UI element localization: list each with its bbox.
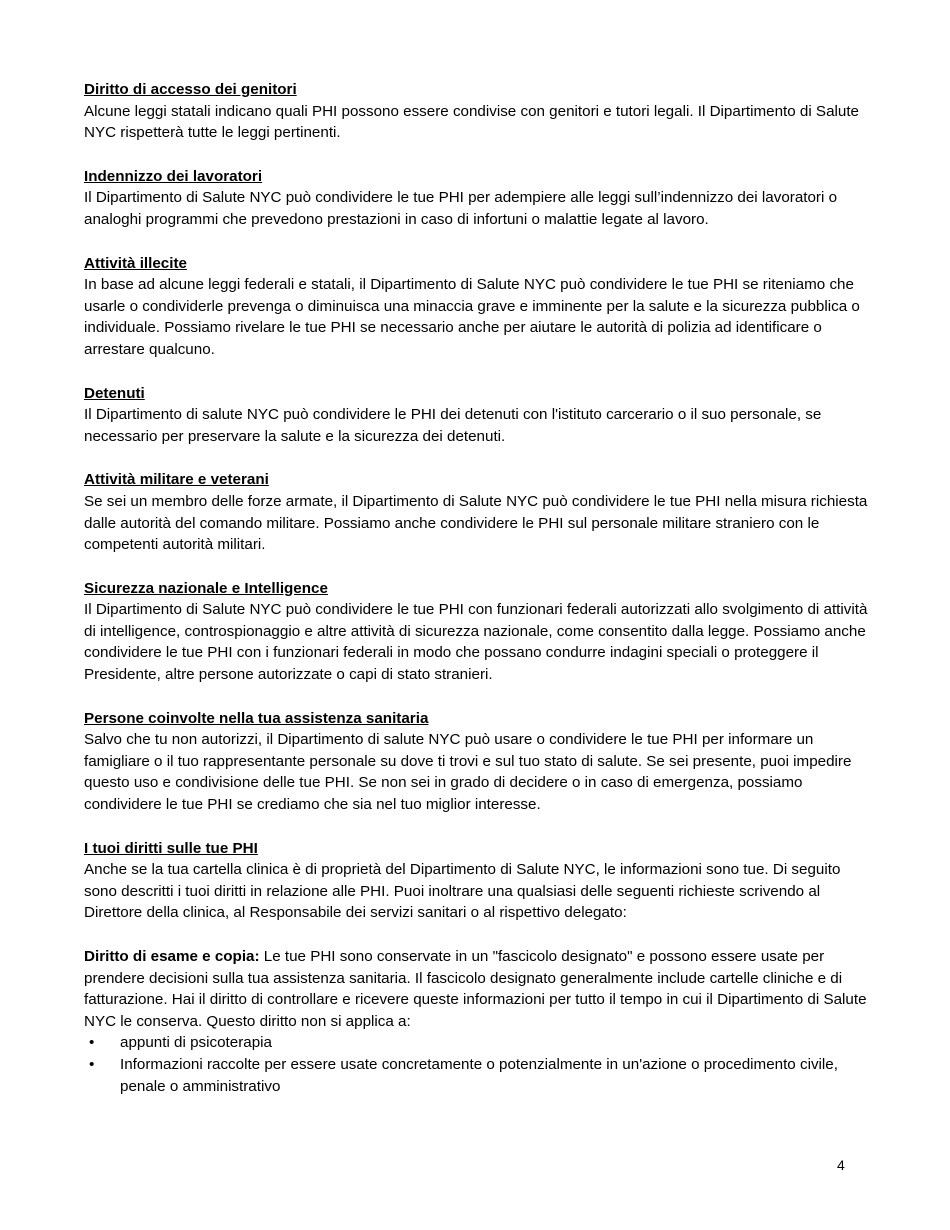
section-inmates (84, 383, 874, 448)
list-item-text: appunti di psicoterapia (120, 1034, 272, 1052)
section-illegal-activities (84, 253, 874, 361)
section-body: Il Dipartimento di Salute NYC può condividere le tue PHI con funzionari federali autorizzati allo svolgimento di attività di intelligence, controspionaggio e altre attività di sicurezza nazionale, come consentito dalla legge. Possiamo anche condividere le tue PHI con i funzionari federali in modo che possano condurre indagini speciali o proteggere il Presidente, altre persone autorizzate o capi di stato stranieri. (84, 601, 868, 684)
section-heading: Attività militare e veterani (84, 471, 269, 489)
section-persons-involved (84, 708, 874, 816)
section-your-rights (84, 838, 874, 924)
bullet-icon: • (89, 1055, 95, 1073)
section-body: Anche se la tua cartella clinica è di proprietà del Dipartimento di Salute NYC, le informazioni sono tue. Di seguito sono descritti i tuoi diritti in relazione alle PHI. Puoi inoltrare una qualsiasi delle seguenti richieste scrivendo al Direttore della clinica, al Responsabile dei servizi sanitari o al rispettivo delegato: (84, 861, 841, 922)
section-workers-compensation (84, 166, 874, 231)
section-national-security (84, 578, 874, 686)
section-right-to-inspect (84, 946, 874, 1097)
section-heading: I tuoi diritti sulle tue PHI (84, 839, 258, 857)
inspect-body: Le tue PHI sono conservate in un "fascicolo designato" e possono essere usate per prendere decisioni sulla tua assistenza sanitaria. Il fascicolo designato generalmente include cartelle cliniche e di fatturazione. Hai il diritto di controllare e ricevere queste informazioni per tutto il tempo in cui il Dipartimento di Salute NYC le conserva. Questo diritto non si applica a: (84, 948, 867, 1030)
exceptions-list (84, 1032, 874, 1097)
document-page (84, 79, 874, 1119)
section-heading: Indennizzo dei lavoratori (84, 167, 263, 185)
list-item (84, 1054, 874, 1097)
inspect-lead: Diritto di esame e copia: (84, 948, 260, 965)
section-heading: Diritto di accesso dei genitori (84, 81, 297, 98)
section-body: Se sei un membro delle forze armate, il Dipartimento di Salute NYC può condividere le tue PHI nella misura richiesta dalle autorità del comando militare. Possiamo anche condividere le PHI sul personale militare straniero con le competenti autorità militari. (84, 492, 868, 554)
section-parental-access (84, 79, 874, 144)
section-military-veterans (84, 469, 874, 555)
list-item (84, 1032, 874, 1054)
section-heading: Sicurezza nazionale e Intelligence (84, 579, 328, 597)
section-body: Salvo che tu non autorizzi, il Dipartimento di salute NYC può usare o condividere le tue PHI per informare un famigliare o il tuo rappresentante personale su dove ti trovi e sul tuo stato di salute. Se sei presente, puoi impedire questo uso e condivisione delle tue PHI. Se non sei in grado di decidere o in caso di emergenza, possiamo condividere le tue PHI se crediamo che sia nel tuo miglior interesse. (84, 731, 852, 814)
section-body: In base ad alcune leggi federali e statali, il Dipartimento di Salute NYC può condividere le tue PHI se riteniamo che usarle o condividerle prevenga o diminuisca una minaccia grave e imminente per la salute e la sicurezza pubblica o individuale. Possiamo rivelare le tue PHI se necessario anche per aiutare le autorità di polizia ad identificare o arrestare qualcuno. (84, 276, 860, 358)
page-number: 4 (837, 1157, 845, 1173)
bullet-icon: • (89, 1034, 95, 1052)
section-body: Alcune leggi statali indicano quali PHI possono essere condivise con genitori e tutori legali. Il Dipartimento di Salute NYC rispetterà tutte le leggi pertinenti. (84, 102, 859, 142)
inspect-paragraph (84, 946, 874, 1032)
section-body: Il Dipartimento di Salute NYC può condividere le tue PHI per adempiere alle leggi sull’indennizzo dei lavoratori o analoghi programmi che prevedono prestazioni in caso di infortuni o malattie legate al lavoro. (84, 189, 838, 228)
section-heading: Attività illecite (84, 254, 187, 272)
section-body: Il Dipartimento di salute NYC può condividere le PHI dei detenuti con l'istituto carcerario o il suo personale, se necessario per preservare la salute e la sicurezza dei detenuti. (84, 406, 822, 445)
section-heading: Persone coinvolte nella tua assistenza sanitaria (84, 709, 429, 727)
list-item-text: Informazioni raccolte per essere usate concretamente o potenzialmente in un'azione o procedimento civile, penale o amministrativo (120, 1055, 838, 1095)
section-heading: Detenuti (84, 384, 145, 402)
